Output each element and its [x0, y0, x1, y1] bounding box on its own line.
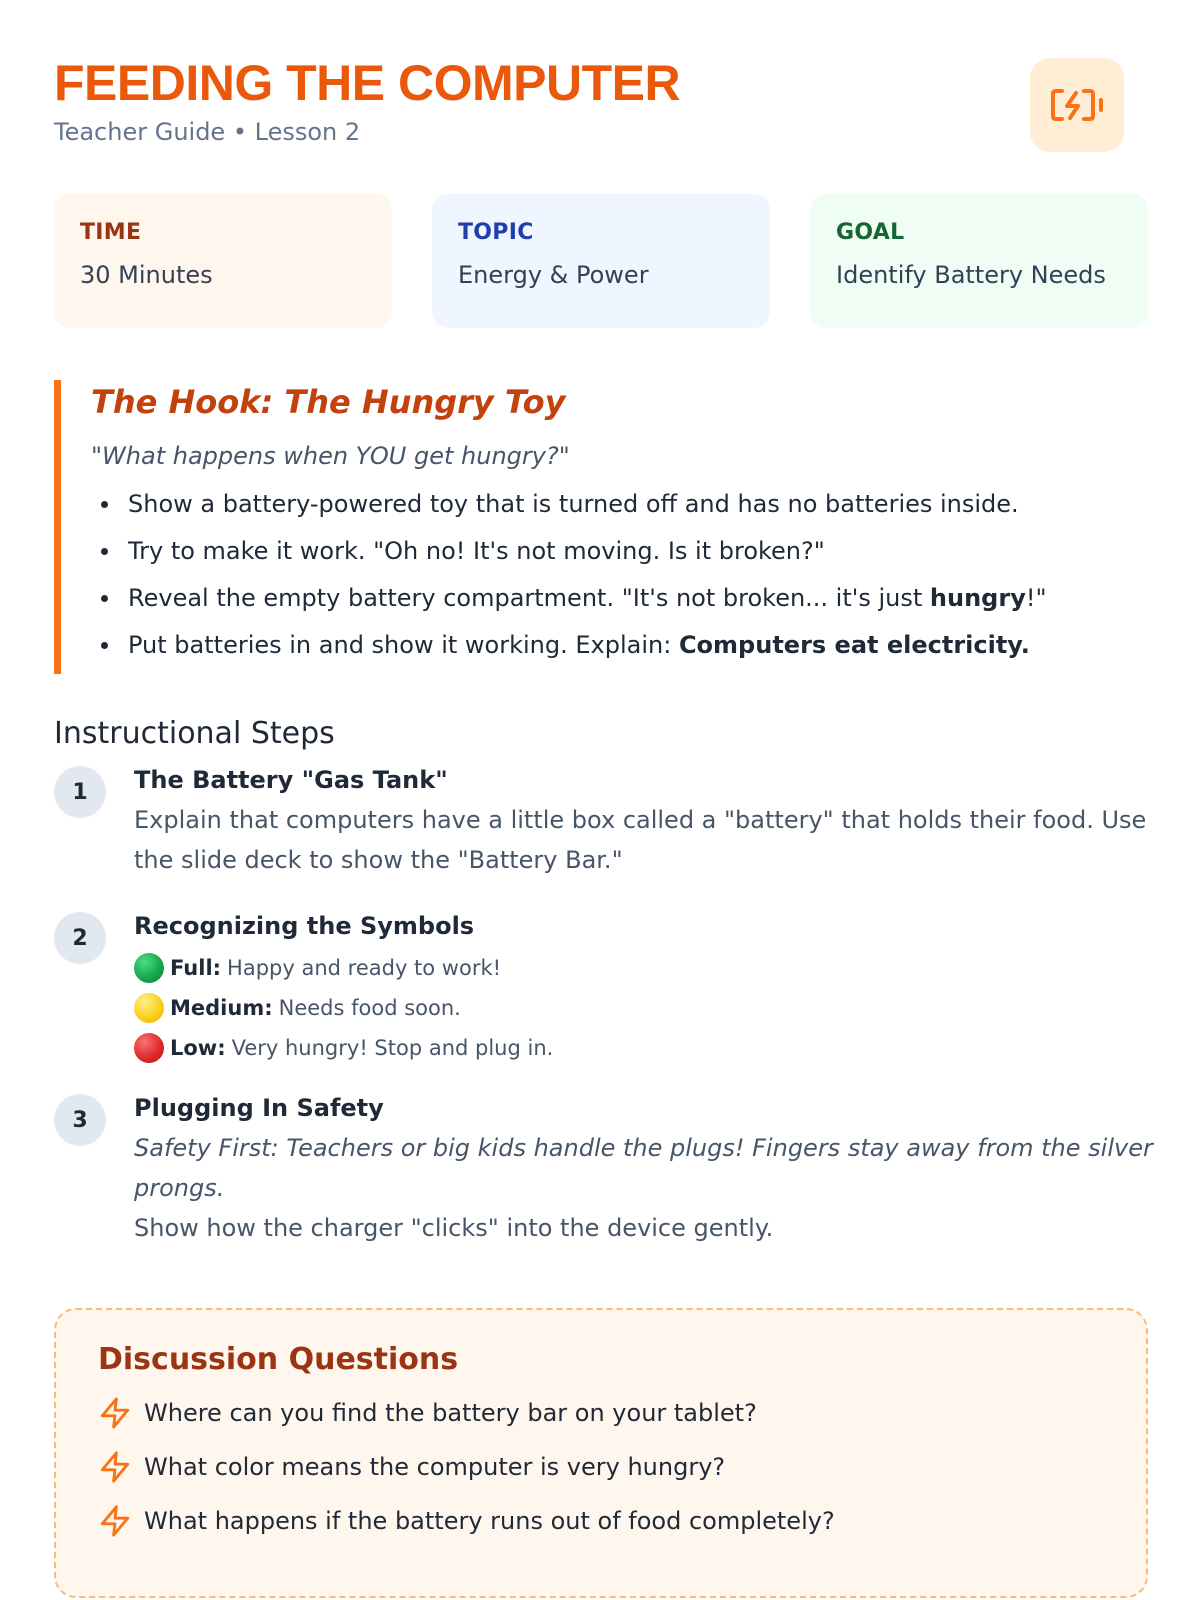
symbol-row-full — [134, 948, 1154, 988]
list-item-emphasis: Computers eat electricity. — [678, 631, 1030, 659]
hook-section — [54, 380, 1148, 674]
battery-charging-icon — [1030, 58, 1124, 152]
hook-list — [91, 488, 1148, 676]
lightning-bolt-icon — [98, 1396, 132, 1430]
step-number: 2 — [54, 912, 106, 964]
card-topic — [432, 194, 770, 328]
step-text: Show how the charger "clicks" into the device gently. — [134, 1214, 774, 1242]
question-text: What happens if the battery runs out of food completely? — [144, 1507, 835, 1535]
symbol-label: Full: — [170, 956, 222, 980]
step-title: Recognizing the Symbols — [134, 912, 475, 940]
card-value: Identify Battery Needs — [836, 261, 1106, 289]
page-title: FEEDING THE COMPUTER — [54, 55, 681, 111]
card-label: GOAL — [836, 220, 905, 245]
step-text: Explain that computers have a little box called a "battery" that holds their food. Use the slide deck to show the "Battery Bar." — [134, 806, 1147, 874]
discussion-question — [98, 1503, 1104, 1539]
discussion-title: Discussion Questions — [98, 1342, 459, 1377]
card-goal — [810, 194, 1148, 328]
list-item-emphasis: hungry — [929, 584, 1026, 612]
list-item-text: Show a battery-powered toy that is turned off and has no batteries inside. — [128, 490, 1019, 518]
card-label: TOPIC — [458, 220, 534, 245]
step-number: 3 — [54, 1094, 106, 1146]
safety-note: Safety First: Teachers or big kids handle the plugs! Fingers stay away from the silver prongs. — [134, 1134, 1153, 1202]
list-item — [91, 488, 1148, 535]
card-value: Energy & Power — [458, 261, 649, 289]
list-item — [91, 629, 1148, 676]
lightning-bolt-icon — [98, 1450, 132, 1484]
yellow-circle-icon — [134, 993, 164, 1023]
step-number: 1 — [54, 766, 106, 818]
discussion-box — [54, 1308, 1148, 1598]
card-time — [54, 194, 392, 328]
list-item — [91, 582, 1148, 629]
green-circle-icon — [134, 953, 164, 983]
symbol-label: Low: — [170, 1036, 226, 1060]
list-item — [91, 535, 1148, 582]
step-2 — [54, 910, 1154, 1068]
red-circle-icon — [134, 1033, 164, 1063]
page-header — [54, 54, 1124, 154]
page-subtitle: Teacher Guide • Lesson 2 — [54, 118, 361, 146]
list-item-text: Reveal the empty battery compartment. "It's not broken... it's just — [128, 584, 930, 612]
question-text: What color means the computer is very hungry? — [144, 1453, 726, 1481]
step-title: Plugging In Safety — [134, 1094, 384, 1122]
list-item-text: Put batteries in and show it working. Explain: — [128, 631, 679, 659]
steps-heading: Instructional Steps — [54, 716, 335, 751]
step-title: The Battery "Gas Tank" — [134, 766, 448, 794]
discussion-question — [98, 1395, 1104, 1431]
discussion-question — [98, 1449, 1104, 1485]
symbol-text: Happy and ready to work! — [227, 956, 502, 980]
list-item-text: Try to make it work. "Oh no! It's not moving. Is it broken?" — [128, 537, 825, 565]
symbol-text: Needs food soon. — [278, 996, 461, 1020]
list-item-text: !" — [1025, 584, 1047, 612]
info-cards — [54, 194, 1148, 328]
step-1 — [54, 764, 1154, 880]
symbol-row-low — [134, 1028, 1154, 1068]
symbol-list — [134, 948, 1154, 1068]
hook-quote: "What happens when YOU get hungry?" — [91, 442, 570, 470]
symbol-row-medium — [134, 988, 1154, 1028]
lightning-bolt-icon — [98, 1504, 132, 1538]
symbol-text: Very hungry! Stop and plug in. — [231, 1036, 554, 1060]
question-text: Where can you find the battery bar on your tablet? — [144, 1399, 757, 1427]
hook-title: The Hook: The Hungry Toy — [91, 383, 566, 421]
step-3 — [54, 1092, 1154, 1248]
symbol-label: Medium: — [170, 996, 273, 1020]
card-value: 30 Minutes — [80, 261, 213, 289]
card-label: TIME — [80, 220, 142, 245]
